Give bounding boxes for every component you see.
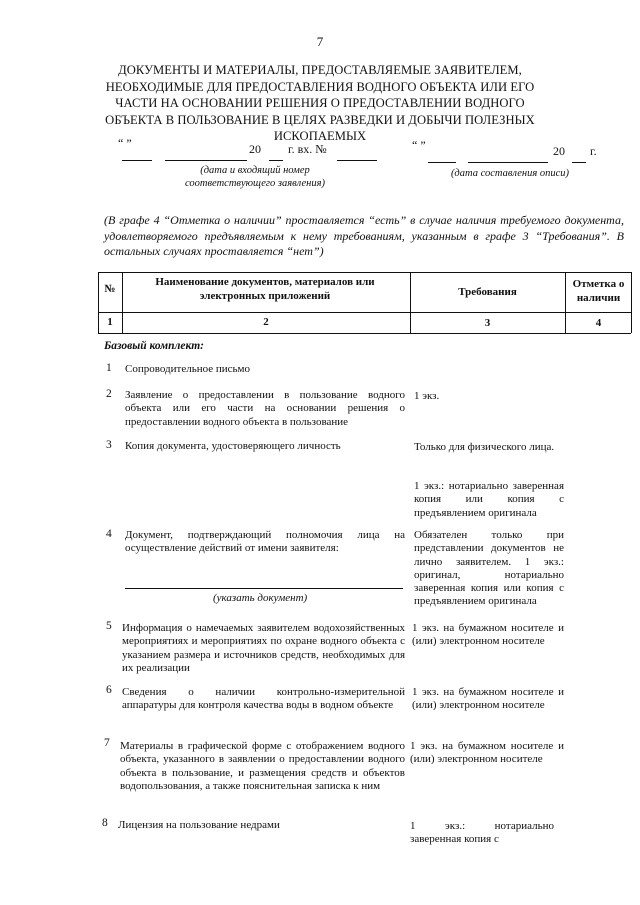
item-requirement: 1 экз. на бумажном носителе и (или) электронном носителе (412, 686, 564, 712)
item-number: 7 (104, 737, 110, 749)
column-number-1: 1 (107, 316, 113, 328)
column-number-3: 3 (484, 317, 491, 329)
item-number: 4 (106, 528, 112, 540)
header-number: № (104, 283, 116, 295)
right-caption: (дата составления описи) (450, 168, 570, 179)
item-requirement-detail: 1 экз.: нотариально заверенная копия или копия с предъявлением оригинала (414, 480, 564, 519)
left-day-line (122, 160, 152, 161)
signature-caption: (указать документ) (213, 592, 308, 604)
item-name: Сопроводительное письмо (125, 363, 250, 375)
item-requirement: 1 экз. на бумажном носителе и (или) электронном носителе (412, 622, 564, 648)
left-date-year: 20 (249, 142, 261, 156)
item-name: Материалы в графической форме с отображением водного объекта, указанного в заявлении о предоставлении водного объекта в пользование, и размещения средств и объектов водопользования, а также пояснительная записка к ним (120, 740, 405, 792)
header-presence-mark: Отметка о наличии (572, 278, 625, 304)
right-date-suffix: г. (590, 144, 597, 158)
item-number: 6 (106, 684, 112, 696)
header-requirements: Требования (458, 286, 517, 298)
left-year-line (269, 160, 283, 161)
left-number-line (337, 160, 377, 161)
right-date-year: 20 (553, 144, 565, 158)
item-requirement: Только для физического лица. (414, 441, 555, 453)
item-requirement: 1 экз.: нотариально заверенная копия с (410, 820, 554, 846)
item-requirement: 1 экз. (414, 390, 440, 402)
right-month-line (468, 162, 548, 163)
left-caption: (дата и входящий номер соответствующего заявления) (185, 165, 325, 189)
item-name: Сведения о наличии контрольно-измерительной аппаратуры для контроля качества воды в водном объекте (122, 686, 405, 712)
item-name: Информация о намечаемых заявителем водохозяйственных мероприятиях и мероприятиях по охране водного объекта с указанием размера и источников средств, необходимых для их реализации (122, 622, 405, 674)
item-requirement: Обязателен только при представлении документов не лично заявителем. 1 экз.: оригинал, нотариально заверенная копия или копия с предъявлением оригинала (414, 529, 564, 608)
item-number: 2 (106, 388, 112, 400)
left-date-suffix: г. вх. № (288, 142, 327, 156)
column-number-4: 4 (595, 317, 602, 329)
item-requirement: 1 экз. на бумажном носителе и (или) электронном носителе (410, 740, 564, 766)
header-documents: Наименование документов, материалов или электронных приложений (155, 276, 375, 302)
right-date-quotes: “ ” (412, 138, 426, 152)
right-year-line (572, 162, 586, 163)
item-name: Документ, подтверждающий полномочия лица на осуществление действий от имени заявителя: (125, 529, 405, 555)
page-number: 7 (316, 34, 324, 49)
item-number: 8 (102, 817, 108, 829)
left-date-quotes: “ ” (118, 136, 132, 150)
item-name: Заявление о предоставлении в пользование водного объекта или его части на основании решения о предоставлении водного объекта в пользование (125, 389, 405, 428)
instruction-note: (В графе 4 “Отметка о наличии” проставляется “есть” в случае наличия требуемого документа, удовлетворяемого предъявляемым к нему требованиям, указанным в графе 3 “Требования”. В остальных случаях проставляется “нет”) (104, 213, 624, 258)
item-number: 5 (106, 620, 112, 632)
item-name: Копия документа, удостоверяющего личность (125, 440, 341, 452)
item-name: Лицензия на пользование недрами (118, 819, 280, 831)
signature-line (125, 588, 403, 589)
column-number-2: 2 (263, 316, 269, 328)
left-month-line (165, 160, 247, 161)
item-number: 3 (106, 439, 112, 451)
item-number: 1 (106, 362, 112, 374)
document-title: ДОКУМЕНТЫ И МАТЕРИАЛЫ, ПРЕДОСТАВЛЯЕМЫЕ ЗАЯВИТЕЛЕМ, НЕОБХОДИМЫЕ ДЛЯ ПРЕДОСТАВЛЕНИЯ ВОДНОГО ОБЪЕКТА ИЛИ ЕГО ЧАСТИ НА ОСНОВАНИИ РЕШЕНИЯ О ПРЕДОСТАВЛЕНИИ ВОДНОГО ОБЪЕКТА В ПОЛЬЗОВАНИЕ В ЦЕЛЯХ РАЗВЕДКИ И ДОБЫЧИ ПОЛЕЗНЫХ ИСКОПАЕМЫХ (105, 63, 535, 143)
section-label: Базовый комплект: (104, 340, 204, 352)
right-day-line (428, 162, 456, 163)
